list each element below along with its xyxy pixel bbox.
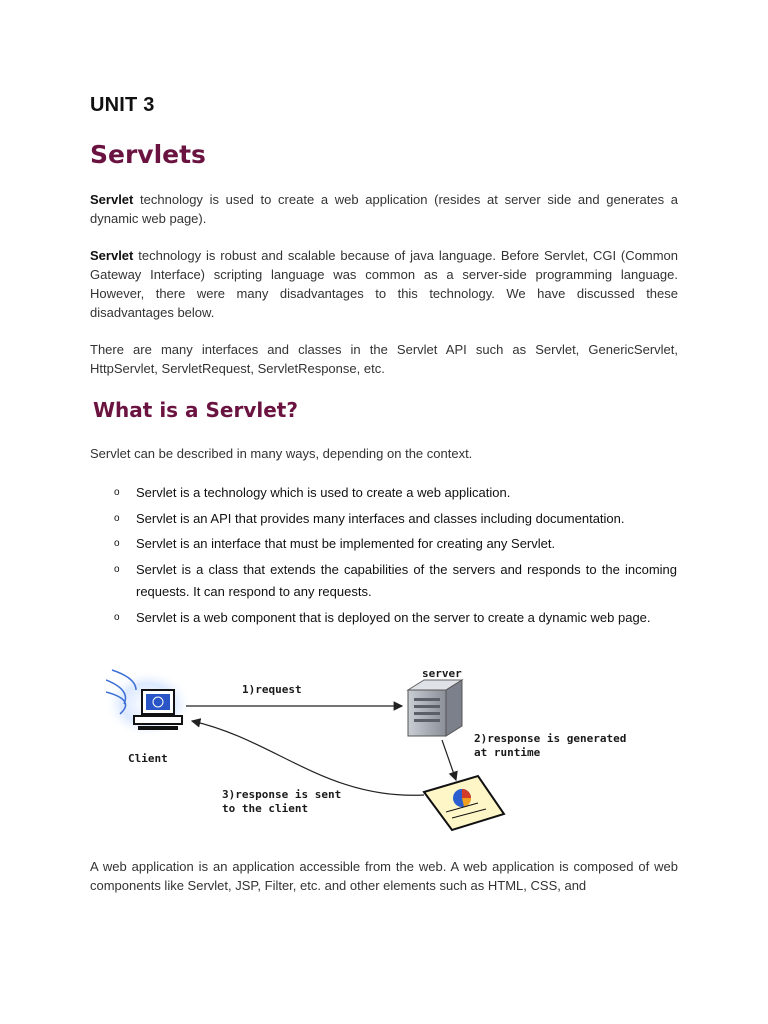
bullet-marker: o [114, 487, 120, 498]
bullet-marker: o [114, 563, 120, 575]
servlet-diagram [106, 660, 646, 835]
paragraph-1-lead: Servlet [90, 192, 134, 207]
document-icon [424, 776, 504, 830]
paragraph-1-text: technology is used to create a web application (resides at server side and generates a dynamic web page). [90, 192, 678, 226]
list-item [114, 607, 677, 630]
list-item-text: Servlet is an API that provides many interfaces and classes including documentation. [136, 510, 625, 526]
section-heading: What is a Servlet? [93, 398, 298, 422]
list-item [114, 559, 677, 604]
generate-arrow [442, 740, 456, 780]
paragraph-2-text: technology is robust and scalable because of java language. Before Servlet, CGI (Common Gateway Interface) scripting language was common as a server-side programming language. However, there were many disadvantages to this technology. We have discussed these disadvantages below. [90, 248, 678, 320]
definition-list [114, 482, 677, 632]
list-item [114, 508, 677, 531]
list-item-text: Servlet is an interface that must be implemented for creating any Servlet. [136, 536, 556, 551]
bullet-marker: o [114, 611, 120, 623]
list-item [114, 482, 677, 505]
paragraph-2 [90, 246, 678, 322]
response-generated-line2: at runtime [474, 746, 541, 759]
page-title: Servlets [90, 140, 206, 169]
server-label: server [422, 667, 462, 680]
list-item [114, 533, 677, 556]
request-label: 1)request [242, 683, 302, 696]
list-item-text: Servlet is a web component that is deployed on the server to create a dynamic web page. [136, 609, 651, 625]
bullet-marker: o [114, 512, 120, 524]
closing-paragraph: A web application is an application accessible from the web. A web application is composed of web components like Servlet, JSP, Filter, etc. and other elements such as HTML, CSS, and [90, 859, 678, 893]
client-label: Client [128, 752, 168, 765]
server-icon [408, 680, 462, 736]
paragraph-3: There are many interfaces and classes in the Servlet API such as Servlet, GenericServlet, HttpServlet, ServletRequest, ServletResponse, etc. [90, 342, 678, 376]
list-item-text: Servlet is a class that extends the capabilities of the servers and responds to the incoming requests. It can respond to any requests. [136, 561, 677, 599]
paragraph-1 [90, 190, 678, 228]
intro-paragraph: Servlet can be described in many ways, depending on the context. [90, 446, 473, 461]
response-sent-line2: to the client [222, 802, 309, 815]
list-item-text: Servlet is a technology which is used to create a web application. [136, 485, 511, 500]
response-generated-line1: 2)response is generated [474, 732, 627, 745]
paragraph-2-lead: Servlet [90, 248, 134, 263]
unit-heading: UNIT 3 [90, 94, 155, 116]
response-arrow [192, 721, 424, 795]
computer-icon [106, 670, 192, 738]
response-sent-line1: 3)response is sent [222, 788, 342, 801]
bullet-marker: o [114, 538, 120, 549]
